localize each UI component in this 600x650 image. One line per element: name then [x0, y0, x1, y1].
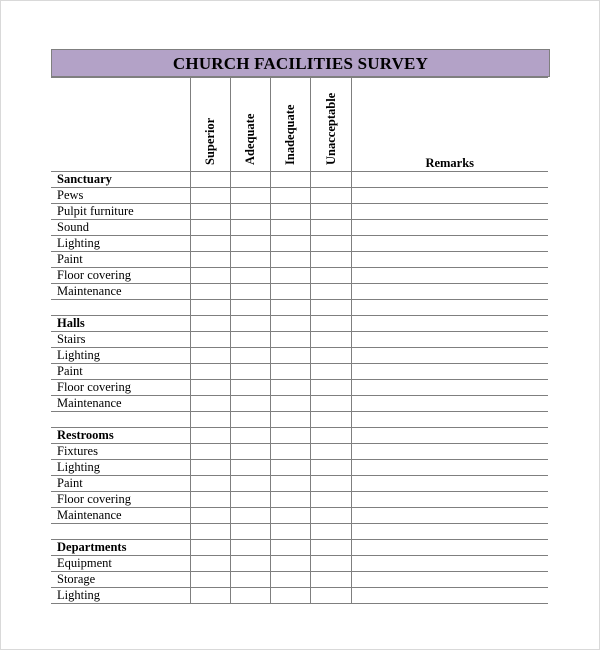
- rating-cell-inadequate[interactable]: [270, 572, 310, 588]
- section-row: [51, 172, 548, 188]
- remarks-cell: [351, 412, 548, 428]
- item-header-cell: [51, 78, 190, 172]
- rating-cell-inadequate: [270, 172, 310, 188]
- item-label: Paint: [51, 252, 190, 268]
- rating-cell-unacceptable: [310, 524, 351, 540]
- rating-cell-superior[interactable]: [190, 460, 230, 476]
- remarks-cell[interactable]: [351, 188, 548, 204]
- table-row: [51, 252, 548, 268]
- rating-cell-superior: [190, 524, 230, 540]
- remarks-cell[interactable]: [351, 396, 548, 412]
- rating-cell-unacceptable: [310, 300, 351, 316]
- item-label: Paint: [51, 476, 190, 492]
- rating-cell-unacceptable[interactable]: [310, 476, 351, 492]
- rating-cell-unacceptable[interactable]: [310, 556, 351, 572]
- rating-cell-superior[interactable]: [190, 364, 230, 380]
- spacer-row: [51, 524, 548, 540]
- rating-cell-superior[interactable]: [190, 204, 230, 220]
- rating-cell-unacceptable[interactable]: [310, 508, 351, 524]
- rating-cell-unacceptable[interactable]: [310, 252, 351, 268]
- remarks-cell[interactable]: [351, 572, 548, 588]
- rating-cell-inadequate[interactable]: [270, 444, 310, 460]
- rating-cell-superior: [190, 428, 230, 444]
- remarks-cell[interactable]: [351, 444, 548, 460]
- rating-cell-unacceptable[interactable]: [310, 204, 351, 220]
- remarks-cell: [351, 172, 548, 188]
- rating-cell-unacceptable[interactable]: [310, 460, 351, 476]
- rating-cell-inadequate[interactable]: [270, 236, 310, 252]
- survey-title: CHURCH FACILITIES SURVEY: [51, 49, 550, 77]
- rating-cell-adequate: [230, 316, 270, 332]
- rating-cell-superior[interactable]: [190, 508, 230, 524]
- table-row: [51, 348, 548, 364]
- item-label: Maintenance: [51, 508, 190, 524]
- table-row: [51, 284, 548, 300]
- item-label: Lighting: [51, 588, 190, 604]
- rating-cell-inadequate: [270, 540, 310, 556]
- rating-label: Inadequate: [283, 104, 297, 165]
- rating-cell-inadequate[interactable]: [270, 364, 310, 380]
- spacer-cell: [51, 412, 190, 428]
- rating-cell-adequate[interactable]: [230, 556, 270, 572]
- remarks-cell[interactable]: [351, 508, 548, 524]
- rating-cell-inadequate[interactable]: [270, 396, 310, 412]
- rating-header-superior: [190, 78, 230, 172]
- rating-cell-adequate[interactable]: [230, 444, 270, 460]
- remarks-cell[interactable]: [351, 284, 548, 300]
- rating-cell-inadequate: [270, 524, 310, 540]
- rating-cell-inadequate[interactable]: [270, 460, 310, 476]
- rating-cell-inadequate[interactable]: [270, 476, 310, 492]
- rating-cell-unacceptable[interactable]: [310, 188, 351, 204]
- rating-cell-unacceptable[interactable]: [310, 572, 351, 588]
- item-label: Maintenance: [51, 396, 190, 412]
- section-row: [51, 428, 548, 444]
- rating-cell-superior[interactable]: [190, 252, 230, 268]
- rating-cell-superior[interactable]: [190, 396, 230, 412]
- remarks-cell[interactable]: [351, 220, 548, 236]
- rating-label: Superior: [203, 117, 217, 165]
- rating-header-unacceptable: [310, 78, 351, 172]
- rating-cell-inadequate: [270, 428, 310, 444]
- rating-cell-inadequate[interactable]: [270, 380, 310, 396]
- remarks-cell[interactable]: [351, 204, 548, 220]
- remarks-cell[interactable]: [351, 492, 548, 508]
- rating-cell-unacceptable[interactable]: [310, 396, 351, 412]
- rating-cell-unacceptable[interactable]: [310, 284, 351, 300]
- rating-cell-superior[interactable]: [190, 220, 230, 236]
- rating-cell-adequate[interactable]: [230, 572, 270, 588]
- rating-cell-superior[interactable]: [190, 188, 230, 204]
- table-row: [51, 492, 548, 508]
- rating-cell-superior[interactable]: [190, 556, 230, 572]
- rating-cell-inadequate: [270, 316, 310, 332]
- rating-cell-adequate[interactable]: [230, 236, 270, 252]
- item-label: Pulpit furniture: [51, 204, 190, 220]
- table-row: [51, 332, 548, 348]
- remarks-cell: [351, 316, 548, 332]
- section-heading: Departments: [51, 540, 190, 556]
- remarks-cell[interactable]: [351, 364, 548, 380]
- rating-cell-superior: [190, 412, 230, 428]
- rating-cell-inadequate[interactable]: [270, 556, 310, 572]
- rating-label: Adequate: [243, 113, 257, 165]
- table-row: [51, 364, 548, 380]
- remarks-cell[interactable]: [351, 348, 548, 364]
- remarks-cell: [351, 428, 548, 444]
- remarks-cell[interactable]: [351, 268, 548, 284]
- rating-cell-unacceptable[interactable]: [310, 444, 351, 460]
- rating-cell-adequate[interactable]: [230, 252, 270, 268]
- remarks-cell: [351, 300, 548, 316]
- remarks-cell[interactable]: [351, 236, 548, 252]
- rating-cell-adequate[interactable]: [230, 588, 270, 604]
- rating-cell-adequate[interactable]: [230, 348, 270, 364]
- rating-cell-inadequate[interactable]: [270, 588, 310, 604]
- table-row: [51, 508, 548, 524]
- rating-cell-superior[interactable]: [190, 268, 230, 284]
- table-row: [51, 396, 548, 412]
- remarks-cell[interactable]: [351, 460, 548, 476]
- item-label: Lighting: [51, 236, 190, 252]
- rating-cell-superior[interactable]: [190, 284, 230, 300]
- rating-cell-adequate: [230, 172, 270, 188]
- rating-cell-unacceptable[interactable]: [310, 380, 351, 396]
- rating-cell-adequate: [230, 300, 270, 316]
- rating-cell-inadequate[interactable]: [270, 268, 310, 284]
- rating-cell-adequate[interactable]: [230, 284, 270, 300]
- table-row: [51, 556, 548, 572]
- rating-cell-adequate[interactable]: [230, 492, 270, 508]
- item-label: Stairs: [51, 332, 190, 348]
- table-row: [51, 268, 548, 284]
- rating-cell-superior: [190, 540, 230, 556]
- remarks-header: Remarks: [351, 78, 548, 172]
- section-heading: Halls: [51, 316, 190, 332]
- item-label: Equipment: [51, 556, 190, 572]
- rating-cell-inadequate: [270, 300, 310, 316]
- rating-cell-adequate: [230, 540, 270, 556]
- rating-cell-adequate[interactable]: [230, 508, 270, 524]
- item-label: Storage: [51, 572, 190, 588]
- table-row: [51, 588, 548, 604]
- spacer-row: [51, 300, 548, 316]
- rating-cell-adequate[interactable]: [230, 332, 270, 348]
- section-row: [51, 540, 548, 556]
- table-row: [51, 188, 548, 204]
- item-label: Floor covering: [51, 268, 190, 284]
- rating-cell-superior[interactable]: [190, 348, 230, 364]
- remarks-cell[interactable]: [351, 252, 548, 268]
- item-label: Paint: [51, 364, 190, 380]
- item-label: Lighting: [51, 348, 190, 364]
- rating-header-adequate: [230, 78, 270, 172]
- rating-cell-unacceptable: [310, 316, 351, 332]
- table-row: [51, 236, 548, 252]
- section-heading: Sanctuary: [51, 172, 190, 188]
- header-row: [51, 78, 548, 172]
- table-row: [51, 380, 548, 396]
- rating-cell-unacceptable[interactable]: [310, 268, 351, 284]
- spacer-cell: [51, 300, 190, 316]
- rating-cell-inadequate[interactable]: [270, 284, 310, 300]
- rating-cell-superior[interactable]: [190, 476, 230, 492]
- rating-cell-unacceptable: [310, 172, 351, 188]
- rating-cell-adequate: [230, 428, 270, 444]
- remarks-cell: [351, 524, 548, 540]
- rating-cell-inadequate[interactable]: [270, 508, 310, 524]
- rating-cell-superior[interactable]: [190, 236, 230, 252]
- table-row: [51, 476, 548, 492]
- rating-cell-inadequate[interactable]: [270, 204, 310, 220]
- item-label: Fixtures: [51, 444, 190, 460]
- rating-cell-superior[interactable]: [190, 492, 230, 508]
- rating-cell-unacceptable: [310, 540, 351, 556]
- rating-cell-superior[interactable]: [190, 572, 230, 588]
- rating-cell-adequate[interactable]: [230, 364, 270, 380]
- rating-cell-adequate[interactable]: [230, 188, 270, 204]
- rating-cell-inadequate: [270, 412, 310, 428]
- table-row: [51, 460, 548, 476]
- survey-table: [51, 77, 548, 604]
- rating-cell-unacceptable[interactable]: [310, 220, 351, 236]
- rating-cell-adequate[interactable]: [230, 268, 270, 284]
- table-row: [51, 220, 548, 236]
- rating-cell-superior[interactable]: [190, 444, 230, 460]
- rating-cell-unacceptable: [310, 428, 351, 444]
- rating-cell-adequate[interactable]: [230, 220, 270, 236]
- item-label: Lighting: [51, 460, 190, 476]
- rating-cell-superior[interactable]: [190, 332, 230, 348]
- rating-header-inadequate: [270, 78, 310, 172]
- rating-cell-adequate[interactable]: [230, 476, 270, 492]
- rating-cell-superior: [190, 300, 230, 316]
- remarks-cell[interactable]: [351, 332, 548, 348]
- rating-cell-inadequate[interactable]: [270, 348, 310, 364]
- rating-cell-superior[interactable]: [190, 588, 230, 604]
- rating-cell-unacceptable[interactable]: [310, 492, 351, 508]
- rating-cell-unacceptable: [310, 412, 351, 428]
- rating-cell-adequate[interactable]: [230, 396, 270, 412]
- remarks-cell[interactable]: [351, 588, 548, 604]
- rating-cell-superior: [190, 172, 230, 188]
- section-row: [51, 316, 548, 332]
- spacer-row: [51, 412, 548, 428]
- item-label: Pews: [51, 188, 190, 204]
- rating-cell-inadequate[interactable]: [270, 252, 310, 268]
- rating-cell-unacceptable[interactable]: [310, 348, 351, 364]
- remarks-cell[interactable]: [351, 556, 548, 572]
- rating-cell-inadequate[interactable]: [270, 332, 310, 348]
- remarks-cell: [351, 540, 548, 556]
- table-row: [51, 572, 548, 588]
- rating-cell-inadequate[interactable]: [270, 220, 310, 236]
- table-row: [51, 204, 548, 220]
- rating-cell-superior[interactable]: [190, 380, 230, 396]
- rating-cell-superior: [190, 316, 230, 332]
- remarks-cell[interactable]: [351, 380, 548, 396]
- rating-cell-adequate[interactable]: [230, 380, 270, 396]
- rating-cell-adequate: [230, 524, 270, 540]
- item-label: Maintenance: [51, 284, 190, 300]
- item-label: Floor covering: [51, 492, 190, 508]
- section-heading: Restrooms: [51, 428, 190, 444]
- rating-cell-adequate[interactable]: [230, 204, 270, 220]
- rating-cell-adequate: [230, 412, 270, 428]
- rating-cell-unacceptable[interactable]: [310, 364, 351, 380]
- item-label: Sound: [51, 220, 190, 236]
- item-label: Floor covering: [51, 380, 190, 396]
- table-row: [51, 444, 548, 460]
- rating-cell-inadequate[interactable]: [270, 492, 310, 508]
- rating-cell-adequate[interactable]: [230, 460, 270, 476]
- rating-cell-unacceptable[interactable]: [310, 588, 351, 604]
- rating-label: Unacceptable: [323, 92, 338, 165]
- spacer-cell: [51, 524, 190, 540]
- remarks-cell[interactable]: [351, 476, 548, 492]
- rating-cell-unacceptable[interactable]: [310, 236, 351, 252]
- rating-cell-inadequate[interactable]: [270, 188, 310, 204]
- rating-cell-unacceptable[interactable]: [310, 332, 351, 348]
